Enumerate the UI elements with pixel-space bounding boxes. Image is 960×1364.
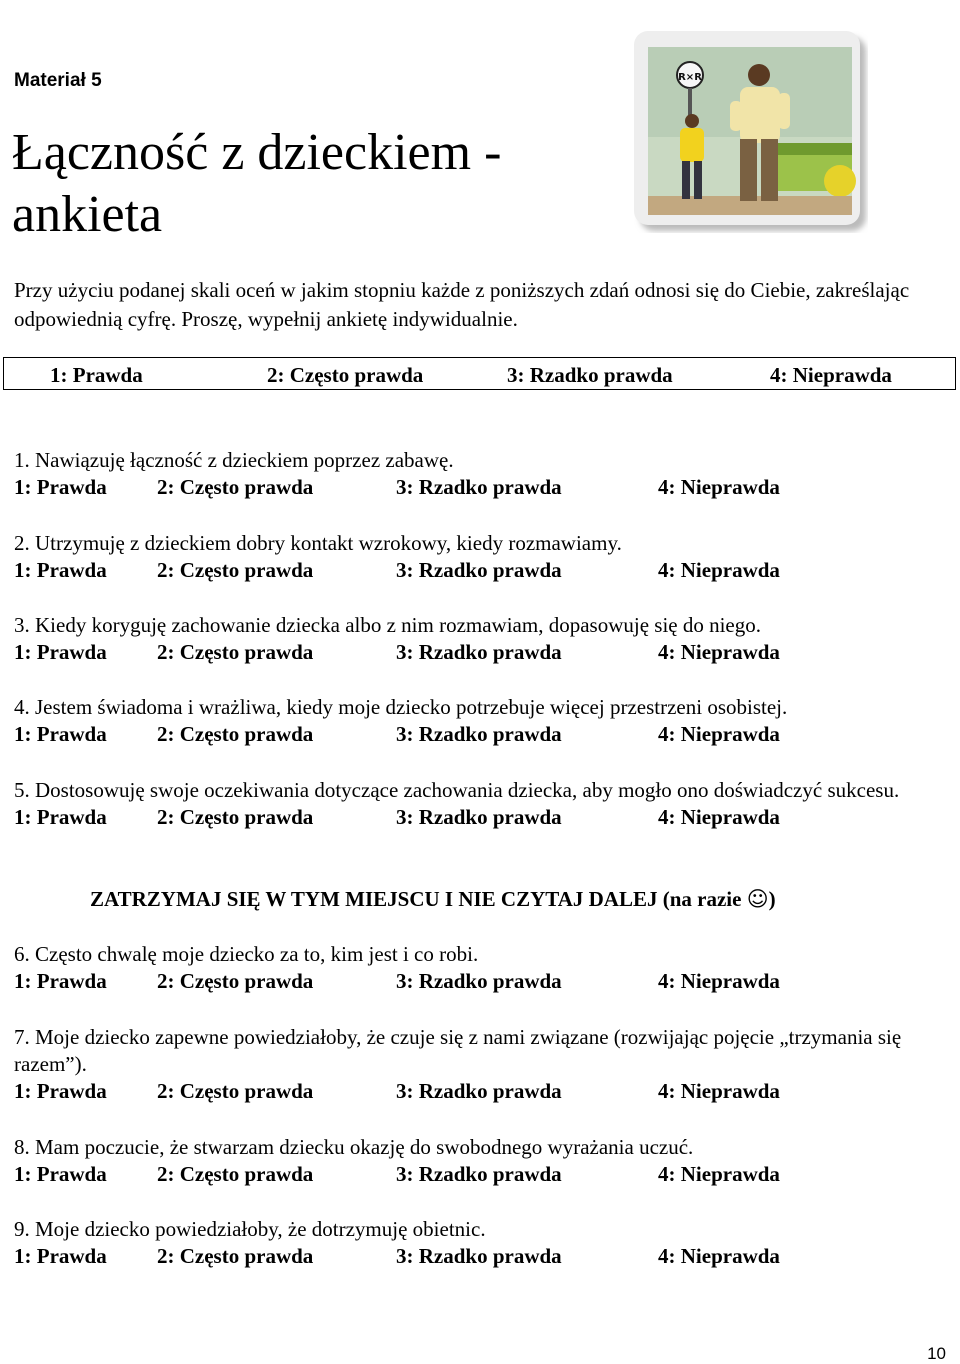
material-label: Materiał 5 [14, 70, 102, 91]
answer-option-1[interactable]: 1: Prawda [14, 1162, 107, 1186]
survey-item-6 [14, 941, 949, 996]
survey-item-9 [14, 1216, 949, 1271]
item-question: 2. Utrzymuję z dzieckiem dobry kontakt wzrokowy, kiedy rozmawiamy. [14, 531, 622, 555]
answer-option-2[interactable]: 2: Często prawda [157, 969, 314, 993]
answer-option-2[interactable]: 2: Często prawda [157, 640, 314, 664]
stop-notice [90, 887, 776, 912]
item-answer-options [14, 968, 949, 996]
survey-item-4 [14, 694, 949, 749]
item-question: 6. Często chwalę moje dziecko za to, kim jest i co robi. [14, 942, 479, 966]
smiley-icon: ☺ [746, 887, 769, 911]
answer-option-4[interactable]: 4: Nieprawda [658, 805, 780, 829]
answer-option-2[interactable]: 2: Często prawda [157, 1162, 314, 1186]
answer-option-4[interactable]: 4: Nieprawda [658, 1079, 780, 1103]
answer-option-2[interactable]: 2: Często prawda [157, 805, 314, 829]
answer-option-4[interactable]: 4: Nieprawda [658, 969, 780, 993]
answer-option-4[interactable]: 4: Nieprawda [658, 1244, 780, 1268]
answer-option-3[interactable]: 3: Rzadko prawda [396, 640, 562, 664]
survey-item-2 [14, 530, 949, 585]
item-question: 8. Mam poczucie, że stwarzam dziecku okazję do swobodnego wyrażania uczuć. [14, 1135, 694, 1159]
item-answer-options [14, 474, 949, 502]
answer-option-3[interactable]: 3: Rzadko prawda [396, 969, 562, 993]
survey-item-5 [14, 777, 949, 832]
stop-notice-close: ) [768, 887, 776, 911]
item-question: 5. Dostosowuję swoje oczekiwania dotyczące zachowania dziecka, aby mogło ono doświadczyć sukcesu. [14, 778, 900, 802]
answer-option-3[interactable]: 3: Rzadko prawda [396, 1079, 562, 1103]
answer-option-3[interactable]: 3: Rzadko prawda [396, 1162, 562, 1186]
header-photo [634, 31, 868, 233]
answer-option-2[interactable]: 2: Często prawda [157, 475, 314, 499]
answer-option-4[interactable]: 4: Nieprawda [658, 475, 780, 499]
survey-item-8 [14, 1134, 949, 1189]
answer-option-1[interactable]: 1: Prawda [14, 475, 107, 499]
answer-option-3[interactable]: 3: Rzadko prawda [396, 475, 562, 499]
answer-option-4[interactable]: 4: Nieprawda [658, 1162, 780, 1186]
item-question: 4. Jestem świadoma i wrażliwa, kiedy moje dziecko potrzebuje więcej przestrzeni osobistej. [14, 695, 788, 719]
intro-text: Przy użyciu podanej skali oceń w jakim stopniu każde z poniższych zdań odnosi się do Ciebie, zakreślając odpowiednią cyfrę. Proszę, wypełnij ankietę indywidualnie. [14, 278, 910, 331]
answer-option-1[interactable]: 1: Prawda [14, 1079, 107, 1103]
item-answer-options [14, 1243, 949, 1271]
answer-option-3[interactable]: 3: Rzadko prawda [396, 1244, 562, 1268]
answer-option-1[interactable]: 1: Prawda [14, 1244, 107, 1268]
answer-option-2[interactable]: 2: Często prawda [157, 722, 314, 746]
answer-option-3[interactable]: 3: Rzadko prawda [396, 722, 562, 746]
scale-option-1: 1: Prawda [50, 363, 143, 387]
survey-item-7 [14, 1024, 949, 1106]
item-answer-options [14, 721, 949, 749]
survey-item-3 [14, 612, 949, 667]
item-question: 3. Kiedy koryguję zachowanie dziecka albo z nim rozmawiam, dopasowuję się do niego. [14, 613, 762, 637]
answer-option-1[interactable]: 1: Prawda [14, 969, 107, 993]
answer-option-2[interactable]: 2: Często prawda [157, 1244, 314, 1268]
page-title: Łączność z dzieckiem - ankieta [12, 124, 502, 243]
answer-option-1[interactable]: 1: Prawda [14, 640, 107, 664]
item-question: 9. Moje dziecko powiedziałoby, że dotrzymuję obietnic. [14, 1217, 486, 1241]
item-answer-options [14, 557, 949, 585]
scale-option-4: 4: Nieprawda [770, 363, 892, 387]
scale-option-2: 2: Często prawda [267, 363, 424, 387]
answer-option-1[interactable]: 1: Prawda [14, 558, 107, 582]
answer-option-2[interactable]: 2: Często prawda [157, 1079, 314, 1103]
answer-option-3[interactable]: 3: Rzadko prawda [396, 805, 562, 829]
answer-option-2[interactable]: 2: Często prawda [157, 558, 314, 582]
survey-item-1 [14, 447, 949, 502]
scale-option-3: 3: Rzadko prawda [507, 363, 673, 387]
item-answer-options [14, 1161, 949, 1189]
scale-legend-box [3, 357, 956, 390]
answer-option-3[interactable]: 3: Rzadko prawda [396, 558, 562, 582]
answer-option-1[interactable]: 1: Prawda [14, 722, 107, 746]
rr-sign-icon: R×R [678, 72, 702, 83]
item-question: 1. Nawiązuję łączność z dzieckiem poprzez zabawę. [14, 448, 454, 472]
item-answer-options [14, 804, 949, 832]
answer-option-4[interactable]: 4: Nieprawda [658, 640, 780, 664]
item-answer-options [14, 1078, 949, 1106]
answer-option-1[interactable]: 1: Prawda [14, 805, 107, 829]
answer-option-4[interactable]: 4: Nieprawda [658, 722, 780, 746]
item-answer-options [14, 639, 949, 667]
page-number: 10 [927, 1344, 946, 1363]
stop-notice-text: ZATRZYMAJ SIĘ W TYM MIEJSCU I NIE CZYTAJ DALEJ (na razie [90, 887, 747, 911]
answer-option-4[interactable]: 4: Nieprawda [658, 558, 780, 582]
item-question: 7. Moje dziecko zapewne powiedziałoby, że czuje się z nami związane (rozwijając pojęcie „trzymania się razem”). [14, 1025, 902, 1076]
